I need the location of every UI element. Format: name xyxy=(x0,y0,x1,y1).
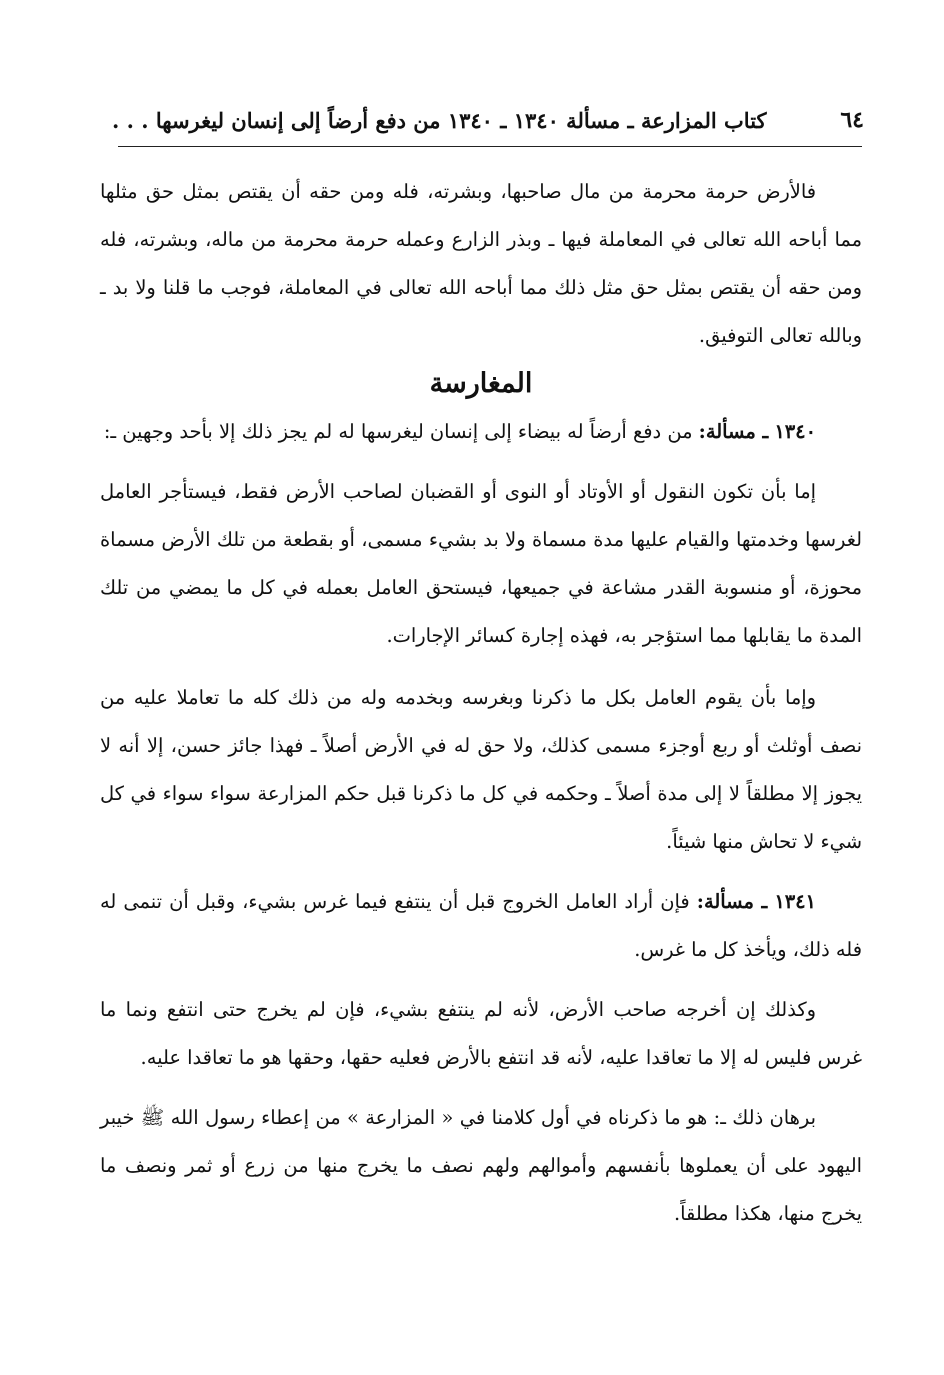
paragraph-6: وكذلك إن أخرجه صاحب الأرض، لأنه لم ينتفع بشيء، فإن لم يخرج حتى انتفع ونما ما غرس فليس له إلا ما تعاقدا عليه، لأنه قد انتفع بالأرض فعليه حقها، وحقها هو ما تعاقدا عليه. xyxy=(100,998,862,1069)
issue-1340-paragraph xyxy=(100,408,862,456)
issue-text: من دفع أرضاً له بيضاء إلى إنسان ليغرسها له لم يجز ذلك إلا بأحد وجهين ـ: xyxy=(103,420,693,443)
issue-number: ١٣٤١ xyxy=(774,890,816,913)
issue-text: فإن أراد العامل الخروج قبل أن ينتفع فيما غرس بشيء، وقبل أن تنمى له فله ذلك، ويأخذ كل ما غرس. xyxy=(100,890,862,961)
paragraph-4: وإما بأن يقوم العامل بكل ما ذكرنا وبغرسه وبخدمه وله من ذلك كله ما تعاملا عليه من نصف أوثلث أو ربع أوجزء مسمى كذلك، ولا حق له في الأرض أصلاً ـ فهذا جائز حسن، إلا أنه لا يجوز إلا مطلقاً لا إلى مدة أصلاً ـ وحكمه في كل ما ذكرنا قبل حكم المزارعة سواء سواء في كل شيء لا تحاش منها شيئاً. xyxy=(100,686,863,853)
issue-number: ١٣٤٠ xyxy=(774,420,816,443)
paragraph-3: إما بأن تكون النقول أو الأوتاد أو النوى أو القضبان لصاحب الأرض فقط، فيستأجر العامل لغرسها وخدمتها والقيام عليها مدة مسماة ولا بد بشيء مسمى، أو بقطعة من تلك الأرض مسماة محوزة، أو منسوبة القدر مشاعة في جميعها، فيستحق العامل بعمله في كل ما يمضي من تلك المدة ما يقابلها مما استؤجر به، فهذه إجارة كسائر الإجارات. xyxy=(100,480,862,647)
header-rule xyxy=(118,146,862,147)
issue-label: ـ مسألة: xyxy=(698,420,769,443)
main-text xyxy=(100,168,862,1238)
running-title: كتاب المزارعة ـ مسألة ١٣٤٠ ـ ١٣٤٠ من دفع أرضاً إلى إنسان ليغرسها . . . xyxy=(112,107,767,133)
running-header xyxy=(112,98,864,142)
paragraph-1: فالأرض حرمة محرمة من مال صاحبها، وبشرته، فله ومن حقه أن يقتص بمثل حق مثلها مما أباحه الله تعالى في المعاملة فيها ـ وبذر الزارع وعمله حرمة محرمة من ماله، وبشرته، فله ومن حقه أن يقتص بمثل حق مثل ذلك مما أباحه الله تعالى في المعاملة، فوجب ما قلنا ولا بد ـ وبالله تعالى التوفيق. xyxy=(100,180,862,347)
page-number: ٦٤ xyxy=(840,107,864,133)
paragraph-7: برهان ذلك ـ: هو ما ذكرناه في أول كلامنا في « المزارعة » من إعطاء رسول الله ﷺ خيبر اليهود على أن يعملوها بأنفسهم وأموالهم ولهم نصف ما يخرج منها من زرع أو ثمر ونصف ما يخرج منها، هكذا مطلقاً. xyxy=(100,1106,862,1225)
section-heading: المغارسة xyxy=(429,368,533,399)
issue-1341-paragraph xyxy=(100,878,862,974)
issue-label: ـ مسألة: xyxy=(696,890,768,913)
